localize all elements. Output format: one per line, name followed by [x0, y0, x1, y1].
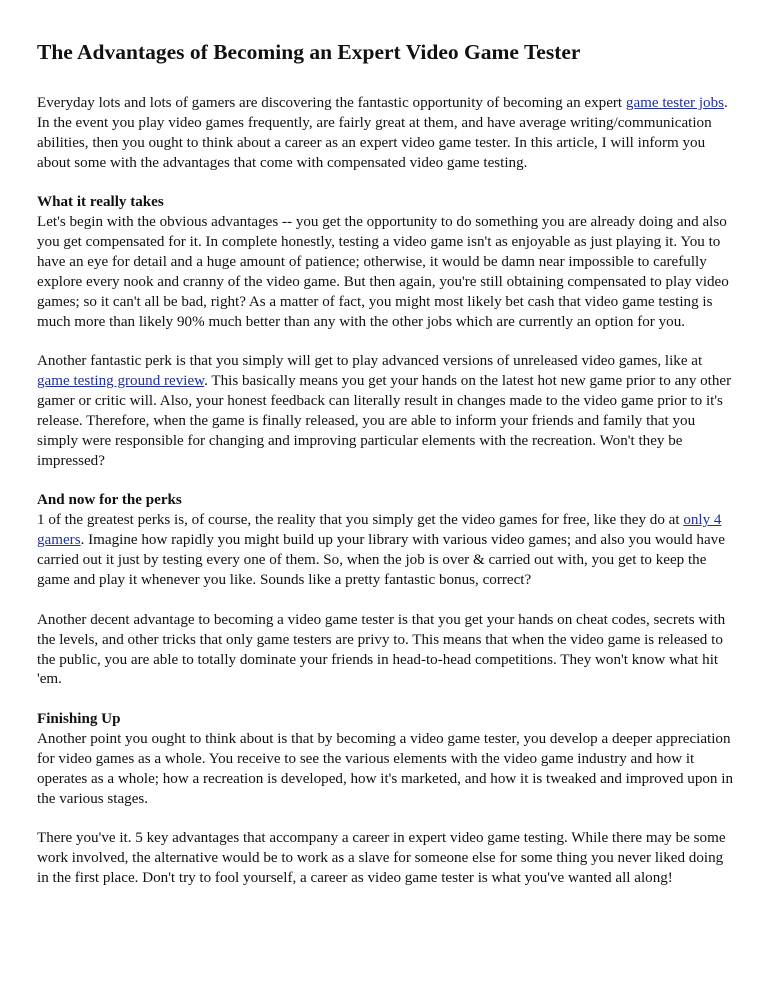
intro-paragraph	[37, 94, 737, 174]
section-heading: What it really takes	[37, 194, 164, 211]
paragraph-text-after: . This basically means you get your hands on the latest hot new game prior to any other gamer or critic will. Also, your honest feedback can literally result in changes made to the video game prior to it's release. Therefore, when the game is finally released, you are able to inform your friends and family that you simply were responsible for changing and improving particular elements with the recreation. Won't they be impressed?	[37, 373, 732, 469]
page-title: The Advantages of Becoming an Expert Video Game Tester	[37, 40, 581, 64]
cheat-codes-paragraph: Another decent advantage to becoming a video game tester is that you get your hands on cheat codes, secrets with the levels, and other tricks that only game testers are privy to. This means that when the video game is released to the public, you are able to totally dominate your friends in head-to-head competitions. They won't know what hit 'em.	[37, 611, 726, 688]
section-heading: Finishing Up	[37, 711, 121, 727]
paragraph-text-before: 1 of the greatest perks is, of course, the reality that you simply get the video games for free, like they do at	[37, 512, 684, 529]
section-finishing-up	[37, 710, 737, 810]
intro-text-before: Everyday lots and lots of gamers are discovering the fantastic opportunity of becoming an expert	[37, 95, 626, 111]
conclusion-paragraph: There you've it. 5 key advantages that accompany a career in expert video game testing. While there may be some work involved, the alternative would be to work as a slave for someone else for some thing you never liked doing in the first place. Don't try to fool yourself, a career as video game tester is what you've wanted all along!	[37, 830, 726, 887]
section-paragraph: Let's begin with the obvious advantages -- you get the opportunity to do something you are already doing and also you get compensated for it. In complete honestly, testing a video game isn't as enjoyable as just playing it. You to have an eye for detail and a huge amount of patience; otherwise, it would be damn near impossible to carefully explore every nook and cranny of the video game. But then again, you're still obtaining compensated to play video games; so it can't all be bad, right? As a matter of fact, you might most likely bet cash that video game testing is much more than likely 90% much better than any with the other jobs which are currently an option for you.	[37, 214, 729, 330]
game-testing-ground-review-link[interactable]: game testing ground review	[37, 373, 205, 390]
paragraph-text-before: Another fantastic perk is that you simply will get to play advanced versions of unreleased video games, like at	[37, 353, 703, 370]
section-what-it-takes	[37, 193, 737, 332]
document-page	[37, 38, 737, 909]
only-4-gamers-link[interactable]: only 4 gamers	[37, 512, 722, 549]
intro-text-after: . In the event you play video games frequently, are fairly great at them, and have average writing/communication abilities, then you ought to think about a career as an expert video game tester. In this article, I will inform you about some with the advantages that come with compensated video game testing.	[37, 95, 728, 171]
paragraph-text-after: . Imagine how rapidly you might build up your library with various video games; and also you would have carried out it just by testing every one of them. So, when the job is over & carried out with, you get to keep the game and play it whenever you like. Sounds like a pretty fantastic bonus, correct?	[37, 532, 725, 589]
section-paragraph: Another point you ought to think about is that by becoming a video game tester, you develop a deeper appreciation for video games as a whole. You receive to see the various elements with the video game industry and how it operates as a whole; how a recreation is developed, how it's marketed, and how it is tweaked and improved upon in the various stages.	[37, 730, 733, 807]
section-perks	[37, 491, 737, 591]
perk-unreleased-paragraph	[37, 352, 737, 471]
section-heading: And now for the perks	[37, 492, 182, 509]
game-tester-jobs-link[interactable]: game tester jobs	[625, 95, 724, 111]
